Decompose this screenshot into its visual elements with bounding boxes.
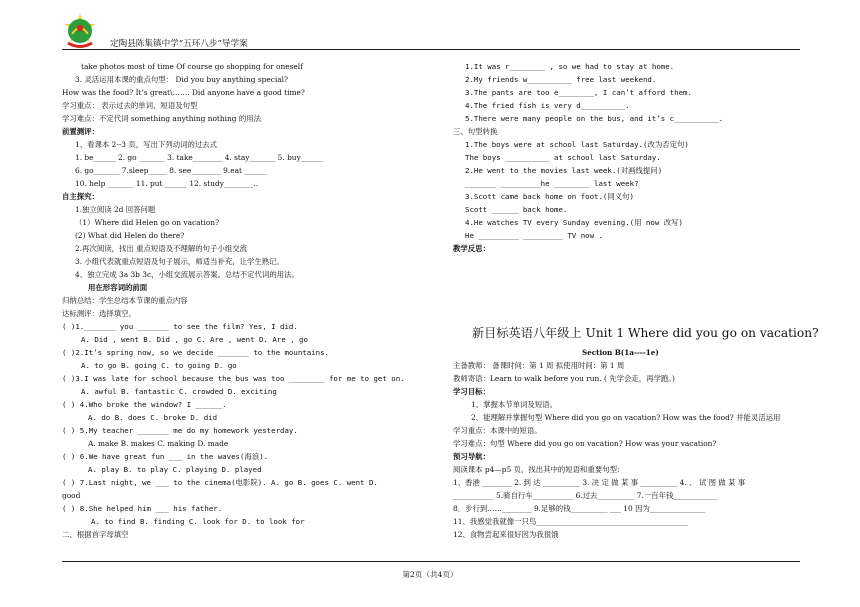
left-line: 学习难点：不定代词 something anything nothing 的用法 (62, 114, 262, 123)
fill-line: 3.The pants are too e________, I can’t afford them. (465, 88, 692, 97)
fill-line: 2.My friends w__________ free last weekend. (465, 75, 657, 84)
options-line: A. awful B. fantastic C. crowded D. exciting (81, 387, 277, 396)
transform-line: 2.He went to the movies last week.(对画线提问) (465, 166, 663, 175)
section-label: Section B(1a----1e) (582, 348, 659, 357)
transform-line: The boys __________ at school last Saturday. (465, 153, 661, 162)
left-line: 用在形容词的前面 (88, 283, 148, 292)
options-line: A. Did , went B. Did , go C. Are , went D. Are , go (81, 335, 308, 344)
question-line: ( ) 5.My teacher _______ me do my homework yesterday. (62, 426, 298, 435)
info-line: 12、食物尝起来很好因为我很饿 (453, 530, 559, 539)
info-line: 1、香港 ________ 2. 到 达 __________ 3. 决 定 做 某 事 __________ 4. 、 试 图 做 某 事 (453, 478, 746, 487)
transform-line: He _________ _________ TV now . (465, 231, 603, 240)
left-line: How was the food? It’s great\……. Did anyone have a good time? (62, 88, 305, 97)
left-line: 6. go_______ 7.sleep_____ 8. see________ 9.eat ______ (75, 166, 267, 175)
fill-line: 4.The fried fish is very d__________. (465, 101, 630, 110)
left-line: 1、看课本 2--3 页，写出下列动词的过去式 (75, 140, 218, 149)
section-heading: 学习目标： (453, 387, 490, 396)
options-line: A. to go B. going C. to going D. go (81, 361, 237, 370)
question-line: ( ) 4.Who broke the window? I ______. (62, 400, 227, 409)
options-line: A. do B. does C. broke D. did (88, 413, 218, 422)
options-line: A. make B. makes C. making D. made (88, 439, 229, 448)
info-line: ___________ 5.骑自行车___________ 6.过去__________ 7.一百年钱____________ (453, 491, 718, 500)
question-line: ( )3.I was late for school because the bus was too ________ for me to get on. (62, 374, 405, 383)
left-line: 3. 灵活运用本课的重点句型： Did you buy anything special? (75, 75, 288, 84)
transform-line: 3.Scott came back home on foot.(同义句) (465, 192, 635, 201)
question-line: ( )2.It’s spring now, so we decide _______ to the mountains. (62, 348, 329, 357)
question-line: ( ) 6.We have great fun ___ in the waves(海浪). (62, 452, 269, 461)
section-heading: 三、句型转换 (453, 127, 498, 136)
fill-line: 5.There were many people on the bus, and it’s c__________. (465, 114, 724, 123)
section-heading: 预习导航： (453, 452, 490, 461)
page-number: 第2页（共4页） (402, 570, 458, 579)
footer-rule (62, 561, 800, 562)
left-line: 归纳总结：学生总结本节课的重点内容 (62, 296, 188, 305)
left-line: 10. help _______ 11. put ______ 12. study________.. (75, 179, 259, 188)
transform-line: 4.He watches TV every Sunday evening.(用 now 改写) (465, 218, 683, 227)
question-line: ( )1._______ you _______ to see the film? Yes, I did. (62, 322, 298, 331)
left-line: 4、独立完成 3a 3b 3c，小组交流展示答案。总结不定代词的用法。 (75, 270, 299, 279)
transform-line: _______ _________he ________ last week? (465, 179, 639, 188)
options-line: A. to find B. finding C. look for D. to look for (91, 517, 305, 526)
info-line: 主备教师： 备课时间：第 1 周 拟使用时间：第 1 周 (453, 361, 625, 370)
school-title: 定陶县陈集镇中学“五环八步”导学案 (110, 39, 248, 49)
left-line: 1.独立阅读 2d 回答问题 (75, 205, 156, 214)
left-line: （1）Where did Helen go on vacation? (75, 218, 220, 227)
info-line: 8．步行到……________ 9.足够的钱__________ ___ 10 因为_______________ (453, 504, 706, 513)
section-heading: 自主探究： (62, 192, 99, 201)
section-heading: 二、根据首字母填空 (62, 530, 129, 539)
left-line: 2.再次阅读，找出 重点短语及不理解的句子小组交流 (75, 244, 247, 253)
left-line: 达标测评：选择填空。 (62, 309, 136, 318)
left-line: take photos most of time Of course go shopping for oneself (81, 62, 303, 71)
section-heading: 前置测评： (62, 127, 99, 136)
header-rule (62, 49, 800, 50)
info-line: 11、我感觉我就像一只鸟_________________________________________ (453, 517, 688, 526)
left-line: 学习重点： 表示过去的单词、短语及句型 (62, 101, 198, 110)
info-line: 学习难点：句型 Where did you go on vacation? How was your vacation? (453, 439, 717, 448)
lesson-title: 新目标英语八年级上 Unit 1 Where did you go on vacation? (472, 326, 819, 340)
question-line: ( ) 8.She helped him ___ his father. (62, 504, 223, 513)
left-line: 3. 小组代表就重点短语及句子展示，师适当补充，让学生熟记。 (75, 257, 284, 266)
info-line: 1、掌握本节单词及短语。 (471, 400, 558, 409)
info-line: 教师寄语：Learn to walk before you run. ( 先学会走，再学跑。) (453, 374, 675, 383)
options-line: A. play B. to play C. playing D. played (88, 465, 262, 474)
school-emblem-logo (62, 12, 98, 52)
info-line: 阅读课本 p4—p5 页，找出其中的短语和重要句型： (453, 465, 625, 474)
transform-line: Scott ______ back home. (465, 205, 568, 214)
fill-line: 1.It was r________ , so we had to stay at home. (465, 62, 675, 71)
info-line: 2、能理解并掌握句型 Where did you go on vacation? How was the food? 并能灵活运用 (471, 413, 781, 422)
emblem-icon (62, 12, 98, 52)
question-line: ( ) 7.Last night, we ___ to the cinema(电影院). A. go B. goes C. went D. (62, 478, 378, 487)
left-line: (2) What did Helen do there? (75, 231, 185, 240)
left-line: 1. be______ 2. go _______ 3. take________ 4. stay_______ 5. buy______ (75, 153, 323, 162)
info-line: 学习重点：本课中的短语。 (453, 426, 542, 435)
section-heading: 教学反思： (453, 244, 490, 253)
transform-line: 1.The boys were at school last Saturday.(改为否定句) (465, 140, 689, 149)
question-line-wrap: good (62, 491, 81, 500)
